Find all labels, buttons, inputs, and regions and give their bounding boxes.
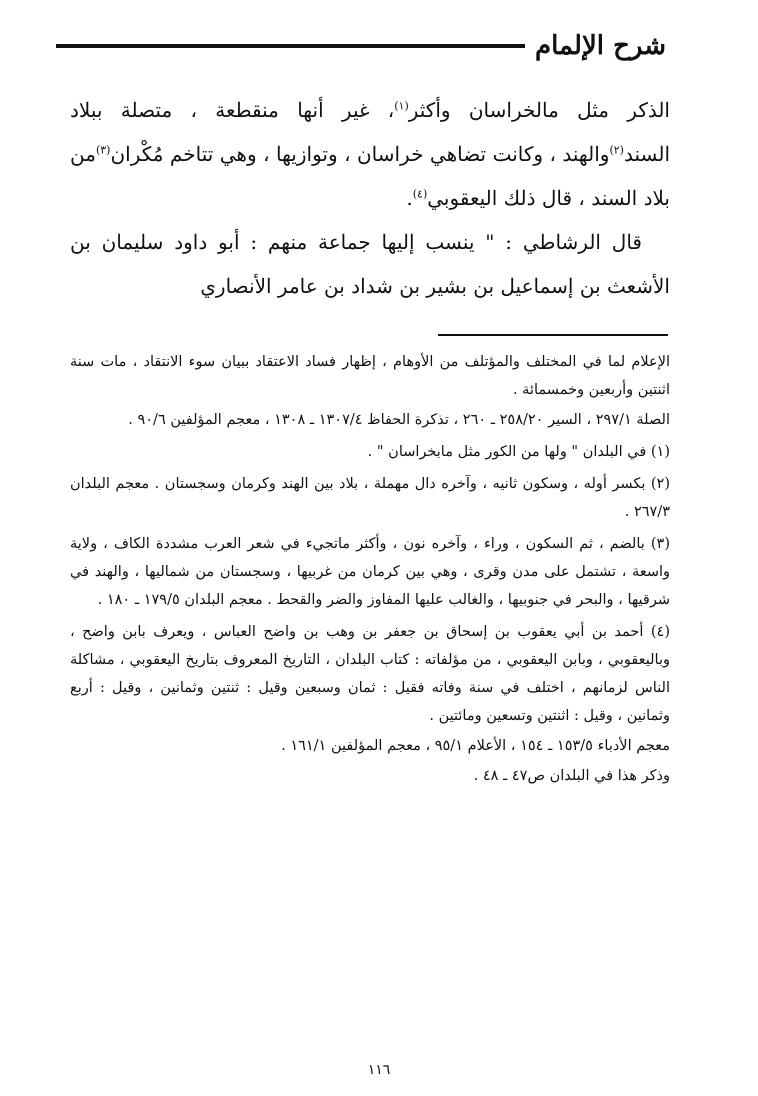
footnote-ref-2[interactable]: (٢) (609, 143, 624, 157)
footnote-4-note: وذكر هذا في البلدان ص٤٧ ـ ٤٨ . (473, 768, 670, 784)
footnote-divider (438, 334, 668, 336)
footnote-4: (٤) أحمد بن أبي يعقوب بن إسحاق بن جعفر بن وهب بن واضح العباس ، ويعرف بابن واضح ، وباليعقوبي ، وبابن اليعقوبي ، من مؤلفاته : كتاب البلدان ، التاريخ المعروف بتاريخ اليعقوبي ، مشاكلة الناس لزمانهم ، اختلف في سنة وفاته فقيل : ثمان وسبعين وقيل : ثنتين وثمانين ، وقيل : أربع وثمانين ، وقيل : اثنتين وتسعين ومائتين . (70, 624, 670, 724)
header-rule (56, 44, 525, 48)
footnotes (70, 348, 670, 792)
footnote-1: (١) في البلدان " ولها من الكور مثل مابخراسان " . (367, 444, 670, 460)
footnote-ref-1[interactable]: (١) (394, 99, 409, 113)
page-number: ١١٦ (367, 1062, 391, 1078)
footnote-ref-4[interactable]: (٤) (412, 187, 428, 201)
running-title: شرح الإلمام (535, 31, 666, 61)
footnote-ref-3[interactable]: (٣) (95, 143, 111, 157)
footnote-continuation-2: الصلة ٢٩٧/١ ، السير ٢٥٨/٢٠ ـ ٢٦٠ ، تذكرة الحفاظ ١٣٠٧/٤ ـ ١٣٠٨ ، معجم المؤلفين ٩٠/٦ . (128, 412, 670, 428)
main-text (70, 88, 670, 308)
footnote-continuation-1: الإعلام لما في المختلف والمؤتلف من الأوهام ، إظهار فساد الاعتقاد ببيان سوء الانتقاد ، مات سنة اثنتين وأربعين وخمسمائة . (70, 354, 670, 398)
paragraph-1 (70, 88, 670, 220)
p1-text-b: ، غير أنها منقطعة ، متصلة ببلاد السند (70, 98, 670, 166)
footnote-2: (٢) بكسر أوله ، وسكون ثانيه ، وآخره دال مهملة ، بلاد بين الهند وكرمان وسجستان . معجم البلدان ٢٦٧/٣ . (70, 476, 670, 520)
footnote-4-references: معجم الأدباء ١٥٣/٥ ـ ١٥٤ ، الأعلام ٩٥/١ ، معجم المؤلفين ١٦١/١ . (281, 738, 670, 754)
p1-text-c: والهند ، وكانت تضاهي خراسان ، وتوازيها ، وهي تتاخم مُكْران (110, 142, 610, 166)
page-header (56, 26, 666, 66)
p1-text-e: . (406, 186, 413, 210)
footnote-3: (٣) بالضم ، ثم السكون ، وراء ، وآخره نون ، وأكثر ماتجيء في شعر العرب مشددة الكاف ، ولاية واسعة ، تشتمل على مدن وقرى ، وهي بين كرمان من غربيها ، وسجستان من شماليها ، والهند في شرقيها ، والبحر في جنوبيها ، والغالب عليها المفاوز والضر والقحط . معجم البلدان ١٧٩/٥ ـ ١٨٠ . (70, 536, 670, 608)
p1-text-a: الذكر مثل مالخراسان وأكثر (408, 98, 670, 122)
paragraph-2: قال الرشاطي : " ينسب إليها جماعة منهم : أبو داود سليمان بن الأشعث بن إسماعيل بن بشير بن شداد بن عامر الأنصاري (70, 230, 670, 298)
p1-text-d: من بلاد السند ، قال ذلك اليعقوبي (70, 142, 670, 210)
